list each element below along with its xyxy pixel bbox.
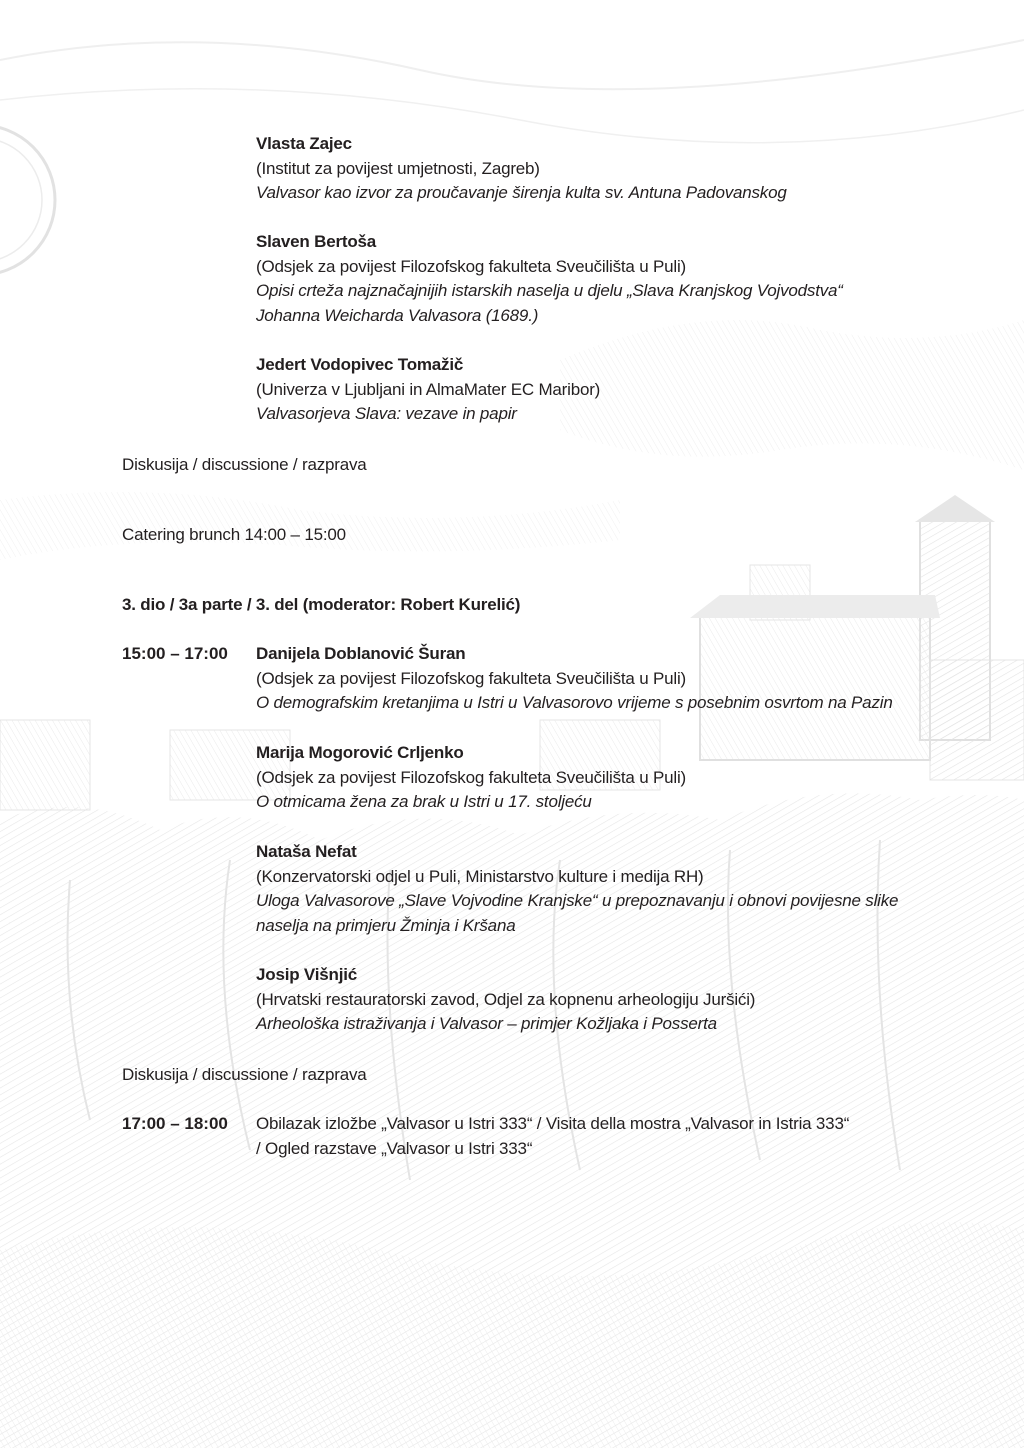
tour-time: 17:00 – 18:00 [122,1114,228,1133]
tour-text: / Ogled razstave „Valvasor u Istri 333“ [256,1138,533,1158]
speaker-entry [256,132,996,206]
speaker-name: Marija Mogorović Crljenko [256,743,464,762]
speaker-entry [256,741,996,815]
talk-title: Uloga Valvasorove „Slave Vojvodine Kranjske“ u prepoznavanju i obnovi povijesne slike [256,891,899,910]
session-time: 15:00 – 17:00 [122,644,228,663]
talk-title: Arheološka istraživanja i Valvasor – primjer Kožljaka i Posserta [256,1014,717,1033]
speaker-entry [256,642,996,716]
section-heading: 3. dio / 3a parte / 3. del (moderator: Robert Kurelić) [122,595,521,614]
speaker-affiliation: (Univerza v Ljubljani in AlmaMater EC Maribor) [256,379,601,399]
talk-title: Valvasorjeva Slava: vezave in papir [256,404,517,423]
speaker-affiliation: (Institut za povijest umjetnosti, Zagreb) [256,158,540,178]
talk-title: O demografskim kretanjima u Istri u Valvasorovo vrijeme s posebnim osvrtom na Pazin [256,693,893,712]
speaker-affiliation: (Konzervatorski odjel u Puli, Ministarstvo kulture i medija RH) [256,866,704,886]
speaker-name: Josip Višnjić [256,965,358,984]
speaker-name: Nataša Nefat [256,842,357,861]
speaker-name: Jedert Vodopivec Tomažič [256,355,464,374]
speaker-name: Vlasta Zajec [256,134,352,153]
discussion-line: Diskusija / discussione / razprava [122,1065,367,1084]
tour-text: Obilazak izložbe „Valvasor u Istri 333“ / Visita della mostra „Valvasor in Istria 333“ [256,1114,850,1133]
speaker-affiliation: (Odsjek za povijest Filozofskog fakulteta Sveučilišta u Puli) [256,256,686,276]
speaker-entry [256,840,996,938]
speaker-name: Danijela Doblanović Šuran [256,644,466,663]
speaker-name: Slaven Bertoša [256,232,377,251]
speaker-entry [256,230,996,328]
talk-title: Valvasor kao izvor za proučavanje širenja kulta sv. Antuna Padovanskog [256,183,787,202]
speaker-affiliation: (Odsjek za povijest Filozofskog fakulteta Sveučilišta u Puli) [256,668,686,688]
speaker-affiliation: (Odsjek za povijest Filozofskog fakulteta Sveučilišta u Puli) [256,767,686,787]
catering-line: Catering brunch 14:00 – 15:00 [122,525,346,544]
talk-title: Johanna Weicharda Valvasora (1689.) [256,305,539,325]
tour-entry [256,1112,996,1161]
talk-title: Opisi crteža najznačajnijih istarskih naselja u djelu „Slava Kranjskog Vojvodstva“ [256,281,843,300]
talk-title: naselja na primjeru Žminja i Kršana [256,915,516,935]
speaker-affiliation: (Hrvatski restauratorski zavod, Odjel za kopnenu arheologiju Juršići) [256,989,756,1009]
discussion-line: Diskusija / discussione / razprava [122,455,367,474]
talk-title: O otmicama žena za brak u Istri u 17. stoljeću [256,792,592,811]
speaker-entry [256,963,996,1037]
speaker-entry [256,353,996,427]
